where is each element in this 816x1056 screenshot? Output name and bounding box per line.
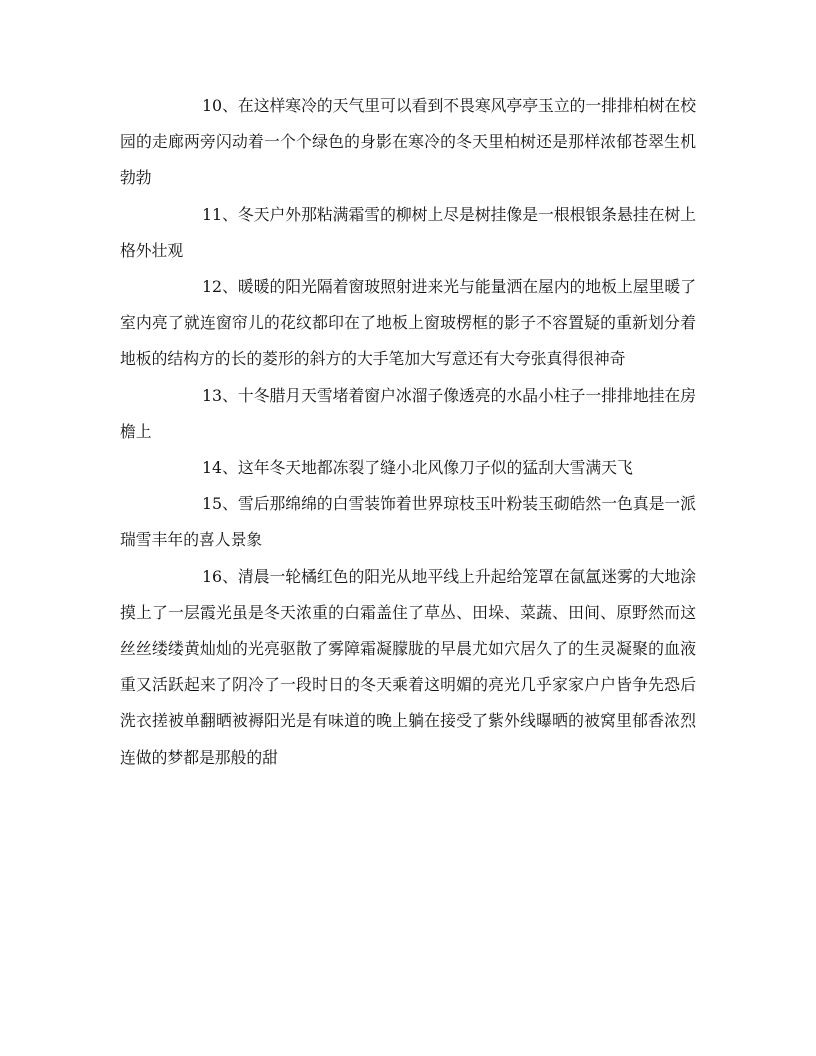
paragraph-16: 16、清晨一轮橘红色的阳光从地平线上升起给笼罩在氤氲迷雾的大地涂摸上了一层霞光虽是冬天浓重的白霜盖住了草丛、田垛、菜蔬、田间、原野然而这丝丝缕缕黄灿灿的光亮驱散了雾障霜凝朦胧的早晨尤如穴居久了的生灵凝聚的血液重又活跃起来了阴冷了一段时日的冬天乘着这明媚的亮光几乎家家户户皆争先恐后洗衣搓被单翻晒被褥阳光是有味道的晚上躺在接受了紫外线曝晒的被窝里郁香浓烈连做的梦都是那般的甜 [120,566,697,767]
paragraph-13: 13、十冬腊月天雪堵着窗户冰溜子像透亮的水晶小柱子一排排地挂在房檐上 [120,385,697,441]
paragraph-15: 15、雪后那绵绵的白雪装饰着世界琼枝玉叶粉装玉砌皓然一色真是一派瑞雪丰年的喜人景象 [120,494,697,550]
document-body [120,88,696,776]
paragraph-11: 11、冬天户外那粘满霜雪的柳树上尽是树挂像是一根根银条悬挂在树上格外壮观 [120,204,697,260]
paragraph-10: 10、在这样寒冷的天气里可以看到不畏寒风亭亭玉立的一排排柏树在校园的走廊两旁闪动着一个个绿色的身影在寒冷的冬天里柏树还是那样浓郁苍翠生机勃勃 [120,96,697,188]
paragraph-12: 12、暖暖的阳光隔着窗玻照射进来光与能量洒在屋内的地板上屋里暖了室内亮了就连窗帘儿的花纹都印在了地板上窗玻楞框的影子不容置疑的重新划分着地板的结构方的长的菱形的斜方的大手笔加大写意还有大夸张真得很神奇 [120,277,697,369]
paragraph-14: 14、这年冬天地都冻裂了缝小北风像刀子似的猛刮大雪满天飞 [202,458,633,478]
